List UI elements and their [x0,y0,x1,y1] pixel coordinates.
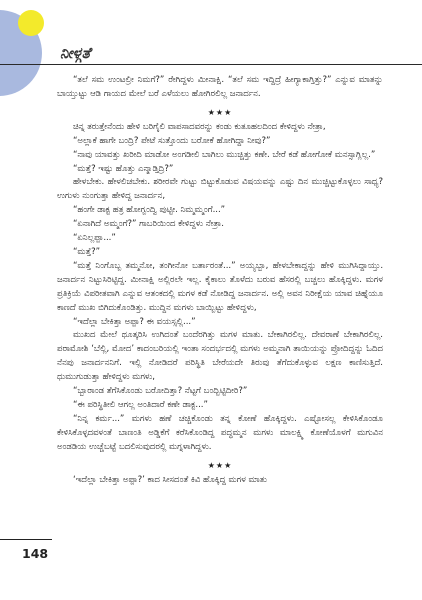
paragraph: “ಏನಿಲ್ಲಪ್ಪಾ...” [73,233,116,244]
paragraph: “ಹಂಗೇ ಡಾಕ್ಟ ಹತ್ರ ಹೋಗ್ಬಂದ್ವಿ ಪುಟ್ಟೀ. ನಿಮ್ಮಮ್ಮಂಗೆ...” [73,205,226,216]
section-separator: ★★★ [207,460,233,470]
paragraph: “ಅಲ್ಲಾಕೆ ಹಾಗೇ ಬಂದ್ರಿ? ಪೇಟೆ ಸುತ್ತೊಂದು ಬರೋಕೆ ಹೋಗಿದ್ದಾ ನೀವು?” [73,135,271,146]
story-body [57,74,383,487]
paragraph: “ಏನಾಗಿದೆ ಅಮ್ಮಂಗೆ?” ಗಾಬರಿಯಿಂದ ಕೇಳಿದ್ದಳು ನೇತ್ರಾ. [73,219,224,230]
page-number: 148 [22,546,49,561]
paragraph: ‘ಇದೆಲ್ಲಾ ಬೇಕಿತ್ತಾ ಅಪ್ಪಾ?’ ಕಾದ ಸೀಸದಂತೆ ಕಿವಿ ಹೊಕ್ಕಿದ್ದ ಮಗಳ ಮಾತು [73,474,267,485]
section-separator: ★★★ [207,107,233,117]
paragraph: ಮುಖದ ಮೇಲೆ ಥೂತ್ಕರಿಸಿ ಉಗಿದಂತೆ ಬಂದೆರಗಿತ್ತು ಮಗಳ ಮಾತು. ಬೇಕಾಗಿರಲಿಲ್ಲ. ದೇವರಾಣೆ ಬೇಕಾಗಿರಲಿಲ್ಲ. ಪರಾಮೋಶಿ ‘ಬೆಲ್ಲಿ, ಮೋದ’ ಕಾದಂಬರಿಯಲ್ಲಿ ಇಂತಾ ಸಂದರ್ಭದಲ್ಲಿ ಮಗಳು ಅಮ್ಮನಾಗಿ ತಾಯಿಯನ್ನು ಪ್ರೋದಿದ್ದನ್ನು ಓದಿದ ನೆನಪು ಜನಾರ್ದನನಿಗೆ. ಇಲ್ಲಿ ನೋಡಿದರೆ ಪರಿಸ್ಥಿತಿ ಬೇರೆಯದೇ ತಿರುವು ತೆಗೆದುಕೊಳ್ಳುವ ಲಕ್ಷಣ ಕಾಣಿಸುತ್ತಿದೆ. ಧುಮುಗುಡುತ್ತಾ ಹೇಳಿದ್ದಳು ಮಗಳು, [57,330,383,383]
paragraph: “ಇದೆಲ್ಲಾ ಬೇಕಿತ್ತಾ ಅಪ್ಪಾ? ಈ ವಯಸ್ಸಲ್ಲಿ...” [73,316,196,327]
corner-decoration-yellow-circle [18,10,44,36]
page-header-title: ನೀಳ್ಗತೆ [60,44,91,62]
paragraph: “ಮತ್ತೆ?” [73,246,101,257]
paragraph: “ತಲೆ ಸಮ ಉಂಟಲ್ರೀ ನಿಮಗೆ?” ರೇಗಿದ್ದಳು ಮೀನಾಕ್ಷಿ. “ತಲೆ ಸಮ ಇದ್ದಿದ್ರೆ ಹೀಗ್ಯಾಕಾಗ್ತಿತ್ತು?” ಎನ್ನುವ ಮಾತನ್ನು ಬಾಯ್ತುಟ್ಟು ಆಡಿ ಗಾಯದ ಮೇಲೆ ಬರೆ ಎಳೆಯಲು ಹೋಗಿರಲಿಲ್ಲ ಜನಾರ್ದನ. [57,75,383,99]
header-rule [0,64,422,65]
paragraph: “ಮತ್ತೆ? ಇಷ್ಟು ಹೊತ್ತು ಎನ್ಮಾಡ್ತಿದ್ರಿ?” [73,163,174,174]
paragraph: ಹೇಳಬೇಕು. ಹೇಳಲಿಚಬೇಕು. ಶರೀರವೇ ಗುಟ್ಟು ಬಿಟ್ಟುಕೊಡುವ ವಿಷಯವನ್ನು ಎಷ್ಟು ದಿನ ಮುಚ್ಚಿಟ್ಟುಕೊಳ್ಳಲು ಸಾಧ್ಯ? ಉಗುಳು ನುಂಗುತ್ತಾ ಹೇಳಿದ್ದ ಜನಾರ್ದನ, [57,177,383,202]
paragraph: “ನಿನ್ನ ಕರ್ಮ...” ಮಗಳು ಹಣೆ ಚಚ್ಚಿಕೊಂಡು ತನ್ನ ಕೋಣೆ ಹೊಕ್ಕಿದ್ದಳು. ಎಷ್ಟೋಸಲ್ಲ ಕೇಳಿಸಿಕೊಂಡೂ ಕೇಳಿಸಿಕೊಳ್ಳದವಳಂತೆ ಬಾಣಂತಿ ಅಡ್ಡಿಕೆಗೆ ಕರೆಸಿಕೊಂಡಿದ್ದ ಪದ್ಧಮ್ಮನ ಮಗಳು ಮಾಲಕ್ಷ್ಮಿ ಕೋಣೆಯೊಳಗೆ ಮಗುವಿನ ಅಂಡಡಿಯ ಉಚ್ಚೆಬಟ್ಟೆ ಬದಲಿಸುವುದರಲ್ಲಿ ಮಗ್ನಳಾಗಿದ್ದಳು. [57,413,383,452]
paragraph: “ಈ ಪರಿಸ್ಥಿತೀಲಿ ಆಗಲ್ಲ ಅಂತಿದಾರೆ ಕಣೇ ಡಾಕ್ಟ...” [73,399,208,410]
page-number-rule [0,539,52,540]
paragraph: “ಮತ್ತೆ ನಿಂಗೊಬ್ಬ ತಮ್ಮನೋ, ತಂಗೀನೋ ಬರ್ತಾರಂತೆ...” ಅಯ್ಯಬ್ಬಾ, ಹೇಳಬೇಕಾದ್ದನ್ನು ಹೇಳಿ ಮುಗಿಸಿದ್ದಾಯ್ತು. ಜನಾರ್ದನ ನಿಟ್ಟುಸಿರಿಟ್ಟಿದ್ದ. ಮೀನಾಕ್ಷಿ ಅಲ್ಲಿರಲೇ ಇಲ್ಲ. ಕೈಕಾಲು ತೊಳೆದು ಬರುವ ಹೆಸರಲ್ಲಿ ಬಚ್ಚಲು ಹೊಕ್ಕಿದ್ದಳು. ಮಗಳ ಪ್ರತಿಕ್ರಿಯೆ ವಿಪರೀತವಾಗಿ ಎನ್ನುವ ಆತಂಕದಲ್ಲಿ ಮಗಳ ಕಡೆ ನೋಡಿದ್ದ ಜನಾರ್ದನ. ಅಲ್ಲಿ ಅವನ ನಿರೀಕ್ಷೆಯ ಯಾವ ಚಿಹ್ನೆಯೂ ಕಾಣದೆ ಮುಖ ಬಿಗಿದುಕೊಂಡಿತ್ತು. ಮುದ್ದಿನ ಮಗಳು ಬಾಯ್ಬಿಟ್ಟು ಹೇಳಿದ್ದಳು, [57,260,383,313]
paragraph: ಚಿನ್ನ ತರುತ್ತೇನೆಂದು ಹೇಳಿ ಬರಿಗೈಲಿ ವಾಪಸಾದವರನ್ನು ಕಂಡು ಕುತೂಹಲದಿಂದ ಕೇಳಿದ್ದಳು ನೇತ್ರಾ, [73,121,326,132]
paragraph: “ಬ್ಬಾರಾಂಡ ತೆಗೆಸಿಕೊಂಡು ಬರೋದಿತ್ತಾ? ನೆಟ್ಟಗೆ ಬಂದ್ಬಿಟ್ಟಿದೀರಿ?” [73,386,248,397]
paragraph: “ನಾವು ಯಾವತ್ತು ಖರೀದಿ ಮಾಡೋ ಅಂಗಡೀಲಿ ಬಾಗಿಲು ಮುಚ್ಚಿತ್ತು ಕಣೇ. ಬೇರೆ ಕಡೆ ಹೋಗೋಕೆ ಮನಸ್ಸಾಗ್ಲಿಲ್ಲ.” [73,149,376,160]
